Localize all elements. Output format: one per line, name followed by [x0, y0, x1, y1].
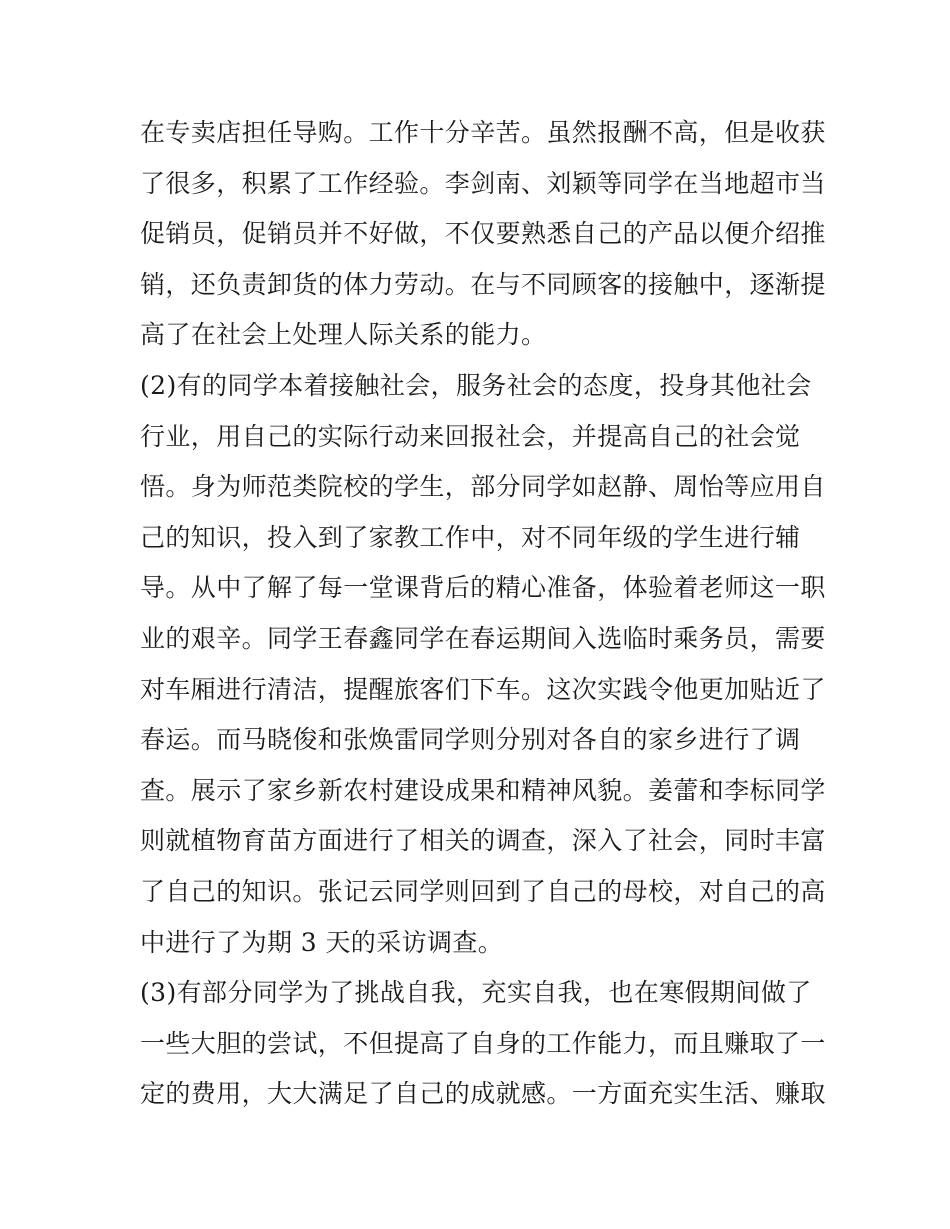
text-line: 悟。身为师范类院校的学生，部分同学如赵静、周怡等应用自	[140, 472, 826, 502]
text-line: 己的知识，投入到了家教工作中，对不同年级的学生进行辅	[140, 522, 801, 552]
text-line: 则就植物育苗方面进行了相关的调查，深入了社会，同时丰富	[140, 826, 826, 856]
text-line: 春运。而马晓俊和张焕雷同学则分别对各自的家乡进行了调	[140, 725, 801, 755]
text-line: (3)有部分同学为了挑战自我，充实自我，也在寒假期间做了	[140, 978, 812, 1008]
text-line: 销，还负责卸货的体力劳动。在与不同顾客的接触中，逐渐提	[140, 269, 826, 299]
text-line: 在专卖店担任导购。工作十分辛苦。虽然报酬不高，但是收获	[140, 118, 826, 147]
text-line: 促销员，促销员并不好做，不仅要熟悉自己的产品以便介绍推	[140, 219, 826, 249]
text-line: 对车厢进行清洁，提醒旅客们下车。这次实践令他更加贴近了	[140, 674, 826, 704]
text-line: 查。展示了家乡新农村建设成果和精神风貌。姜蕾和李标同学	[140, 775, 826, 805]
text-line: (2)有的同学本着接触社会，服务社会的态度，投身其他社会	[140, 370, 812, 400]
document-body	[140, 108, 826, 1120]
text-line: 高了在社会上处理人际关系的能力。	[140, 320, 547, 350]
text-line: 行业，用自己的实际行动来回报社会，并提高自己的社会觉	[140, 421, 801, 451]
text-line: 导。从中了解了每一堂课背后的精心准备，体验着老师这一职	[140, 573, 826, 603]
text-line: 一些大胆的尝试，不但提高了自身的工作能力，而且赚取了一	[140, 1028, 826, 1058]
text-line: 中进行了为期 3 天的采访调查。	[140, 927, 504, 957]
text-line: 定的费用，大大满足了自己的成就感。一方面充实生活、赚取	[140, 1079, 826, 1109]
text-line: 了自己的知识。张记云同学则回到了自己的母校，对自己的高	[140, 876, 826, 906]
text-line: 了很多，积累了工作经验。李剑南、刘颖等同学在当地超市当	[140, 168, 826, 198]
text-line: 业的艰辛。同学王春鑫同学在春运期间入选临时乘务员，需要	[140, 623, 826, 653]
